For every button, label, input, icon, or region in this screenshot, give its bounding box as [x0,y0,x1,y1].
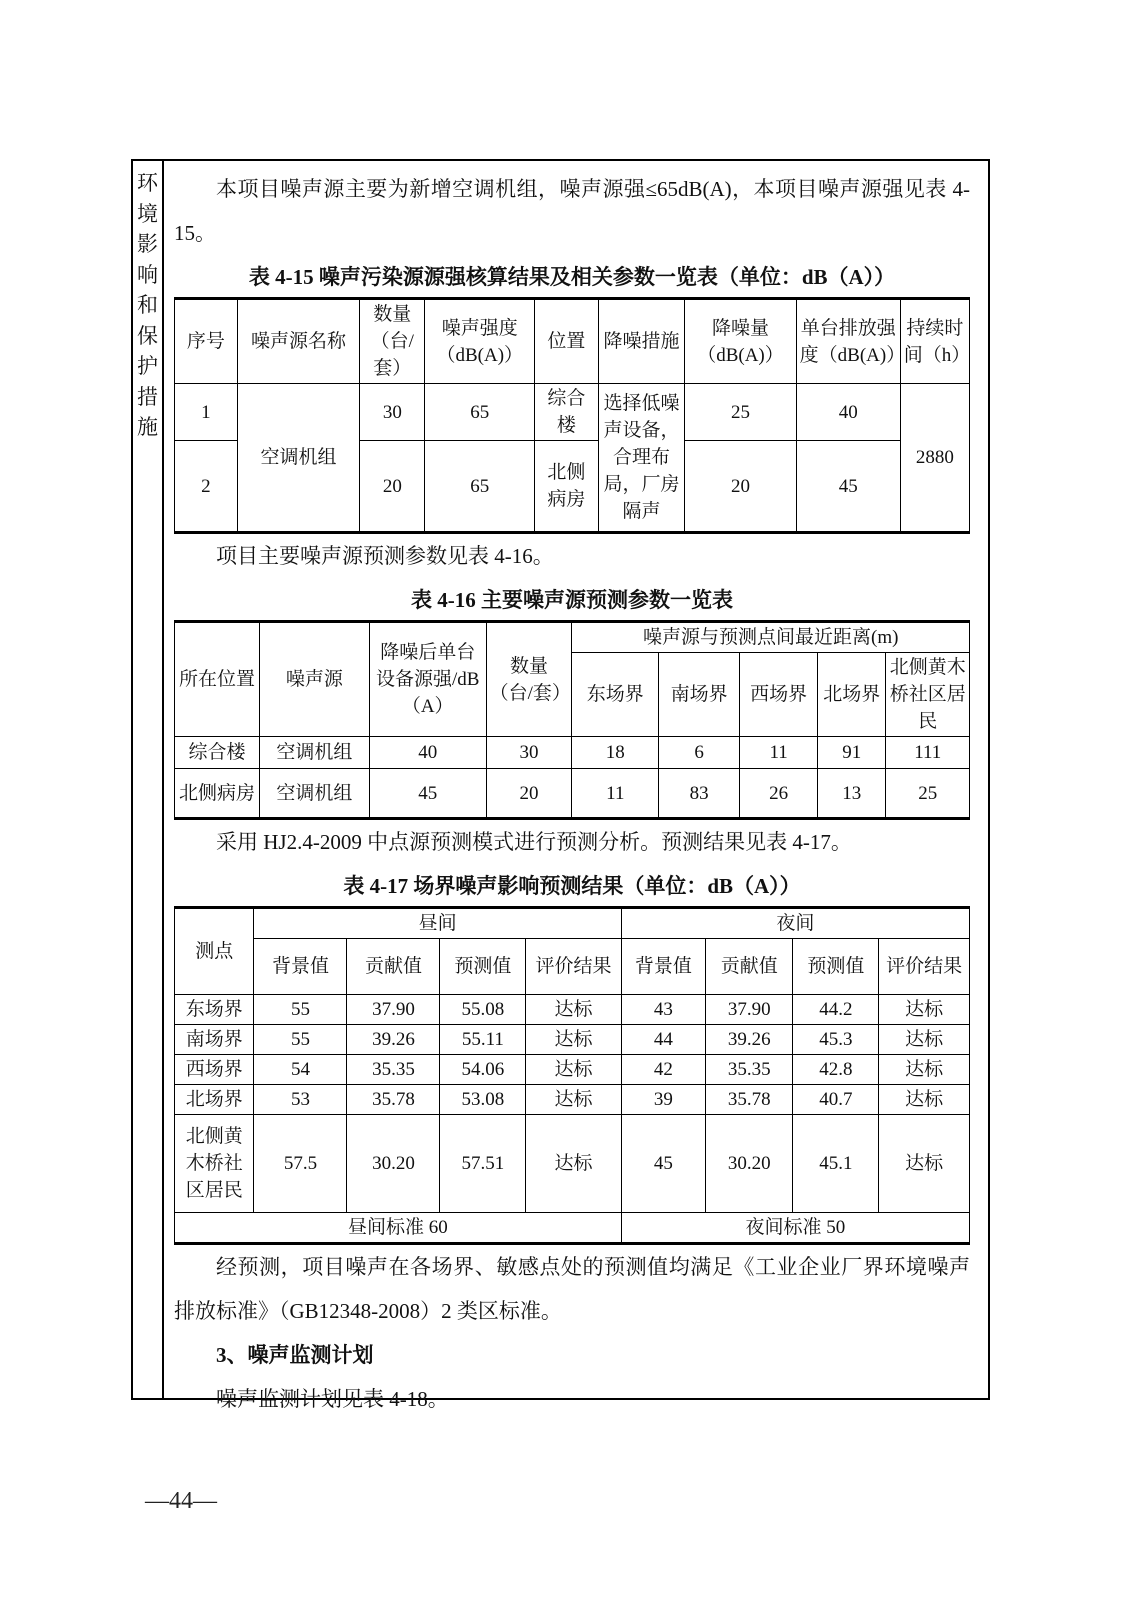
col-header-night-contribution: 贡献值 [706,939,793,995]
cell: 30 [486,737,572,769]
cell: 达标 [879,1085,970,1115]
table-row [175,769,970,819]
table-4-17 [174,906,970,1245]
table-row [175,299,970,384]
col-header-reduction-measure: 降噪措施 [598,299,685,384]
col-header-noise-intensity: 噪声强度（dB(A)） [425,299,535,384]
cell: 北侧病房 [175,769,260,819]
cell: 达标 [526,1025,621,1055]
document-content [164,161,988,1411]
paragraph-noise-source-intro: 本项目噪声源主要为新增空调机组，噪声源强≤65dB(A)，本项目噪声源强见表 4-15。 [174,177,970,245]
cell: 54.06 [440,1055,526,1085]
col-header-source-strength: 降噪后单台设备源强/dB（A） [369,622,486,737]
table-row [175,1055,970,1085]
cell: 30.20 [347,1115,440,1213]
cell: 39.26 [706,1025,793,1055]
cell: 43 [621,995,705,1025]
table-row [175,995,970,1025]
col-header-unit-emission: 单台排放强度（dB(A)） [796,299,900,384]
cell: 45 [621,1115,705,1213]
col-header-quantity: 数量（台/套） [486,622,572,737]
cell: 111 [886,737,970,769]
col-header-measure-point: 测点 [175,908,254,995]
cell: 达标 [879,1055,970,1085]
table-4-17-title: 表 4-17 场界噪声影响预测结果（单位：dB（A）） [343,874,801,898]
cell-reduction-amount: 25 [685,384,796,441]
cell: 6 [659,737,740,769]
cell: 11 [740,737,818,769]
sidebar-category-column [133,161,164,1398]
cell: 达标 [879,995,970,1025]
cell: 39 [621,1085,705,1115]
cell: 25 [886,769,970,819]
cell: 54 [254,1055,347,1085]
cell: 83 [659,769,740,819]
cell-quantity: 20 [360,441,425,533]
col-header-nighttime: 夜间 [621,908,969,939]
cell: 30.20 [706,1115,793,1213]
cell-source-name: 空调机组 [237,384,359,533]
cell: 北场界 [175,1085,254,1115]
col-header-duration: 持续时间（h） [900,299,969,384]
cell: 西场界 [175,1055,254,1085]
col-header-quantity: 数量（台/套） [360,299,425,384]
cell: 44.2 [793,995,879,1025]
cell: 达标 [879,1025,970,1055]
cell: 35.35 [347,1055,440,1085]
table-row [175,737,970,769]
cell: 达标 [879,1115,970,1213]
cell: 东场界 [175,995,254,1025]
paragraph-monitoring-plan-ref: 噪声监测计划见表 4-18。 [216,1387,449,1411]
cell-quantity: 30 [360,384,425,441]
cell-reduction-measure: 选择低噪声设备，合理布局，厂房隔声 [598,384,685,533]
cell: 55.08 [440,995,526,1025]
cell: 空调机组 [260,769,370,819]
cell: 57.5 [254,1115,347,1213]
cell: 55 [254,1025,347,1055]
col-header-location: 位置 [535,299,599,384]
cell-noise-intensity: 65 [425,384,535,441]
col-header-south-boundary: 南场界 [659,653,740,737]
cell-seq: 1 [175,384,238,441]
section-heading-monitoring-plan: 3、噪声监测计划 [216,1343,374,1367]
cell: 35.78 [347,1085,440,1115]
cell: 55.11 [440,1025,526,1055]
col-header-night-background: 背景值 [621,939,705,995]
cell-location: 综合楼 [535,384,599,441]
cell: 42 [621,1055,705,1085]
col-header-residents: 北侧黄木桥社区居民 [886,653,970,737]
col-header-distance-group: 噪声源与预测点间最近距离(m) [572,622,970,653]
cell: 35.35 [706,1055,793,1085]
cell: 45 [369,769,486,819]
cell: 20 [486,769,572,819]
table-row [175,908,970,939]
table-row [175,622,970,653]
document-frame [131,159,990,1411]
col-header-north-boundary: 北场界 [818,653,886,737]
col-header-location: 所在位置 [175,622,260,737]
cell: 45.3 [793,1025,879,1055]
cell: 达标 [526,1115,621,1213]
cell: 18 [572,737,659,769]
col-header-day-evaluation: 评价结果 [526,939,621,995]
cell: 11 [572,769,659,819]
cell: 37.90 [706,995,793,1025]
col-header-west-boundary: 西场界 [740,653,818,737]
cell: 13 [818,769,886,819]
cell: 达标 [526,995,621,1025]
col-header-east-boundary: 东场界 [572,653,659,737]
cell: 53 [254,1085,347,1115]
cell: 37.90 [347,995,440,1025]
cell-unit-emission: 45 [796,441,900,533]
cell: 44 [621,1025,705,1055]
page-number: —44— [145,1488,217,1514]
cell: 40.7 [793,1085,879,1115]
cell: 北侧黄木桥社区居民 [175,1115,254,1213]
cell-seq: 2 [175,441,238,533]
cell-noise-intensity: 65 [425,441,535,533]
col-header-day-predicted: 预测值 [440,939,526,995]
cell: 39.26 [347,1025,440,1055]
table-row [175,1213,970,1244]
paragraph-conclusion: 经预测，项目噪声在各场界、敏感点处的预测值均满足《工业企业厂界环境噪声排放标准》（GB12348-2008）2 类区标准。 [174,1255,970,1323]
cell-duration: 2880 [900,384,969,533]
cell: 42.8 [793,1055,879,1085]
cell-night-standard: 夜间标准 50 [621,1213,969,1244]
col-header-night-predicted: 预测值 [793,939,879,995]
cell-reduction-amount: 20 [685,441,796,533]
cell: 91 [818,737,886,769]
cell: 40 [369,737,486,769]
cell-unit-emission: 40 [796,384,900,441]
table-row [175,939,970,995]
table-4-16 [174,620,970,820]
col-header-noise-source: 噪声源 [260,622,370,737]
cell: 53.08 [440,1085,526,1115]
col-header-day-contribution: 贡献值 [347,939,440,995]
table-4-15 [174,297,970,534]
table-4-15-title: 表 4-15 噪声污染源源强核算结果及相关参数一览表（单位：dB（A）） [248,265,896,289]
col-header-reduction-amount: 降噪量（dB(A)） [685,299,796,384]
cell: 57.51 [440,1115,526,1213]
paragraph-prediction-params: 项目主要噪声源预测参数见表 4-16。 [216,544,554,568]
cell-day-standard: 昼间标准 60 [175,1213,622,1244]
col-header-day-background: 背景值 [254,939,347,995]
paragraph-prediction-model: 采用 HJ2.4-2009 中点源预测模式进行预测分析。预测结果见表 4-17。 [216,830,852,854]
cell: 35.78 [706,1085,793,1115]
col-header-daytime: 昼间 [254,908,621,939]
cell: 达标 [526,1085,621,1115]
col-header-source-name: 噪声源名称 [237,299,359,384]
col-header-night-evaluation: 评价结果 [879,939,970,995]
cell: 综合楼 [175,737,260,769]
table-row [175,1085,970,1115]
cell: 45.1 [793,1115,879,1213]
cell: 达标 [526,1055,621,1085]
cell: 26 [740,769,818,819]
table-row [175,1115,970,1213]
table-row [175,1025,970,1055]
cell-location: 北侧病房 [535,441,599,533]
table-4-16-title: 表 4-16 主要噪声源预测参数一览表 [411,588,733,612]
cell: 空调机组 [260,737,370,769]
sidebar-category-label: 环境影响和保护措施 [137,171,158,439]
cell: 南场界 [175,1025,254,1055]
cell: 55 [254,995,347,1025]
table-row [175,384,970,441]
col-header-seq: 序号 [175,299,238,384]
